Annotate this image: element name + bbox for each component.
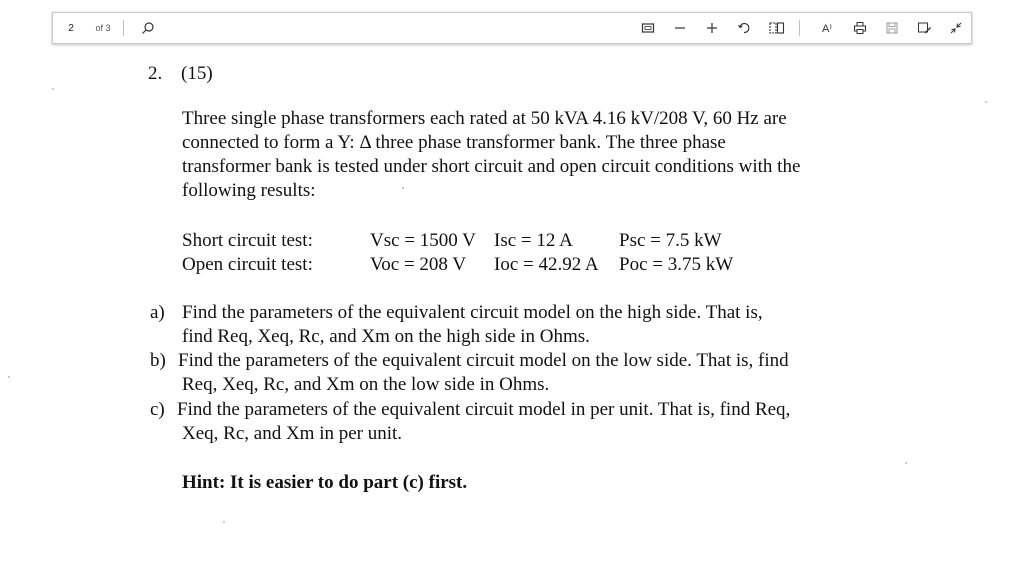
part-letter: c) [150, 399, 165, 420]
test-voltage: Voc = 208 V [370, 254, 467, 275]
intro-line: Three single phase transformers each rated at 50 kVA 4.16 kV/208 V, 60 Hz are [182, 108, 787, 129]
part-line: Xeq, Rc, and Xm in per unit. [182, 423, 403, 444]
page-number-input[interactable]: 2 [68, 22, 74, 34]
part-line: Req, Xeq, Rc, and Xm on the low side in Ohms. [182, 374, 550, 395]
problem-number: 2. [148, 63, 163, 84]
scan-speck [223, 521, 225, 523]
part-line: Find the parameters of the equivalent circuit model on the high side. That is, [182, 302, 763, 323]
hint-text: Hint: It is easier to do part (c) first. [182, 472, 468, 493]
test-power: Psc = 7.5 kW [619, 230, 722, 251]
test-label: Open circuit test: [182, 254, 313, 275]
scan-speck [402, 187, 404, 189]
test-current: Ioc = 42.92 A [494, 254, 599, 275]
scan-speck [52, 88, 54, 90]
test-voltage: Vsc = 1500 V [370, 230, 476, 251]
page-total-label: of 3 [95, 23, 111, 33]
scan-speck [905, 462, 907, 464]
test-current: Isc = 12 A [494, 230, 573, 251]
intro-line: following results: [182, 180, 316, 201]
part-line: Find the parameters of the equivalent circuit model in per unit. That is, find Req, [177, 399, 791, 420]
intro-line: connected to form a Y: Δ three phase transformer bank. The three phase [182, 132, 726, 153]
test-label: Short circuit test: [182, 230, 313, 251]
scan-speck [985, 101, 987, 103]
read-aloud-icon[interactable]: A⁾ [821, 22, 833, 35]
problem-points: (15) [181, 63, 213, 84]
part-letter: b) [150, 350, 166, 371]
intro-line: transformer bank is tested under short circuit and open circuit conditions with the [182, 156, 801, 177]
part-line: Find the parameters of the equivalent circuit model on the low side. That is, find [178, 350, 789, 371]
part-letter: a) [150, 302, 165, 323]
scan-speck [8, 376, 10, 378]
test-power: Poc = 3.75 kW [619, 254, 734, 275]
part-line: find Req, Xeq, Rc, and Xm on the high side in Ohms. [182, 326, 590, 347]
